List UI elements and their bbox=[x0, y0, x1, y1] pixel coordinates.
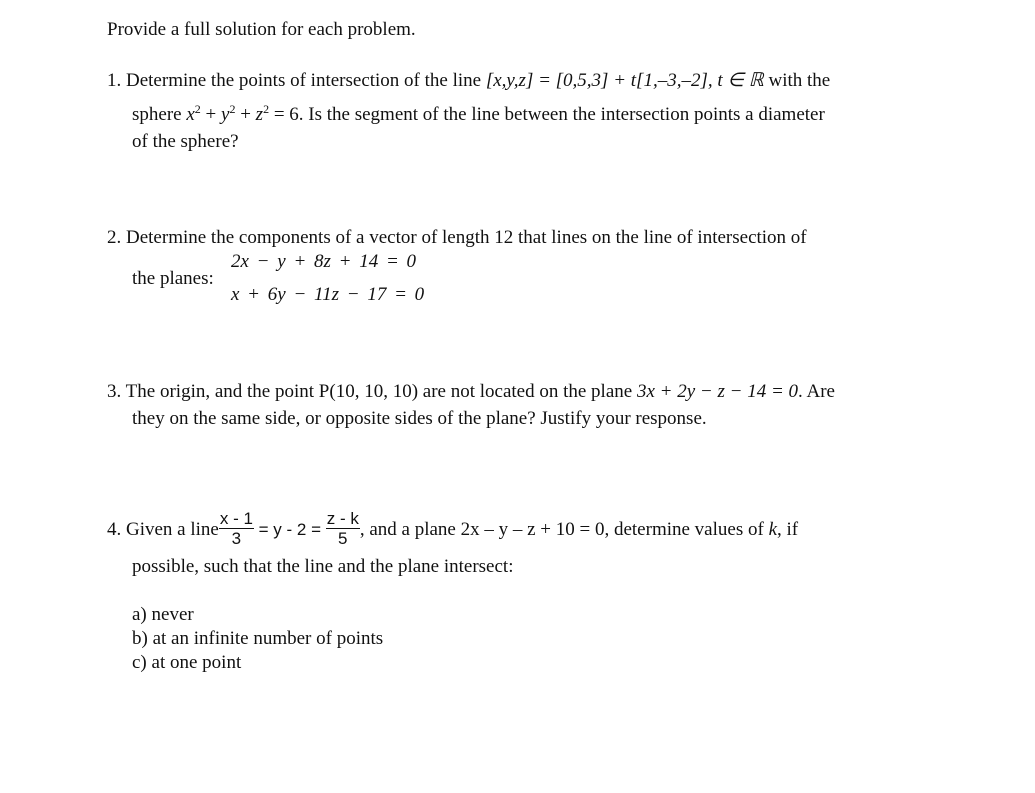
parameter-k: k bbox=[768, 518, 777, 540]
fraction-x: $\frac{x - 1}{3}$ bbox=[219, 509, 253, 548]
problem-3-line-2: they on the same side, or opposite sides of the plane? Justify your response. bbox=[132, 408, 707, 429]
option-a bbox=[132, 604, 194, 626]
problem-4-line-1 bbox=[107, 509, 799, 549]
problem-text: Given a line bbox=[126, 518, 219, 540]
option-label: b) bbox=[132, 628, 148, 649]
problem-1-line-1 bbox=[107, 69, 830, 92]
problem-number: 2. bbox=[107, 227, 122, 248]
problem-text: The origin, and the point P(10, 10, 10) are not located on the plane bbox=[125, 381, 637, 402]
plane-equation: 3x + 2y − z − 14 = 0 bbox=[636, 381, 799, 402]
problem-text: with the bbox=[763, 70, 831, 91]
fraction-z: $\frac{z - k}{5}$ bbox=[326, 509, 359, 548]
problem-text: Determine the points of intersection of the line bbox=[126, 70, 486, 91]
sphere-equation: $x^2 + y^2 + z^2 = 6$ bbox=[186, 102, 299, 125]
problem-text: Determine the components of a vector of length 12 that lines on the line of intersection of bbox=[126, 227, 807, 248]
option-text: never bbox=[151, 604, 194, 625]
problem-text: , if bbox=[777, 518, 799, 540]
problem-text: , and a plane 2x – y – z + 10 = 0, determine values of bbox=[359, 518, 769, 540]
instructions: Provide a full solution for each problem. bbox=[107, 19, 416, 40]
problem-text: . Is the segment of the line between the intersection points a diameter bbox=[298, 104, 825, 125]
problem-1-line-3: of the sphere? bbox=[132, 131, 239, 152]
problem-number: 4. bbox=[107, 518, 122, 540]
option-text: at one point bbox=[151, 652, 242, 673]
problem-number: 1. bbox=[107, 70, 122, 91]
plane-equation-2: x + 6y − 11z − 17 = 0 bbox=[231, 284, 425, 305]
planes-label: the planes: bbox=[132, 268, 214, 289]
problem-text: . Are bbox=[798, 381, 835, 402]
line-equation: [x,y,z] = [0,5,3] + t[1,–3,–2], t ∈ ℝ bbox=[485, 70, 764, 91]
line-equation-middle: = y - 2 = bbox=[253, 519, 326, 539]
plane-equation-1: 2x − y + 8z + 14 = 0 bbox=[231, 251, 417, 272]
problem-1-line-2 bbox=[132, 102, 825, 126]
problem-text: sphere bbox=[132, 104, 187, 125]
option-label: a) bbox=[132, 604, 147, 625]
problem-3-line-1 bbox=[107, 381, 835, 403]
option-c bbox=[132, 652, 241, 674]
problem-number: 3. bbox=[107, 381, 122, 402]
problem-2-line-1 bbox=[107, 227, 807, 249]
problem-4-line-2: possible, such that the line and the plane intersect: bbox=[132, 556, 514, 577]
option-b bbox=[132, 628, 383, 650]
option-label: c) bbox=[132, 652, 147, 673]
option-text: at an infinite number of points bbox=[152, 628, 384, 649]
